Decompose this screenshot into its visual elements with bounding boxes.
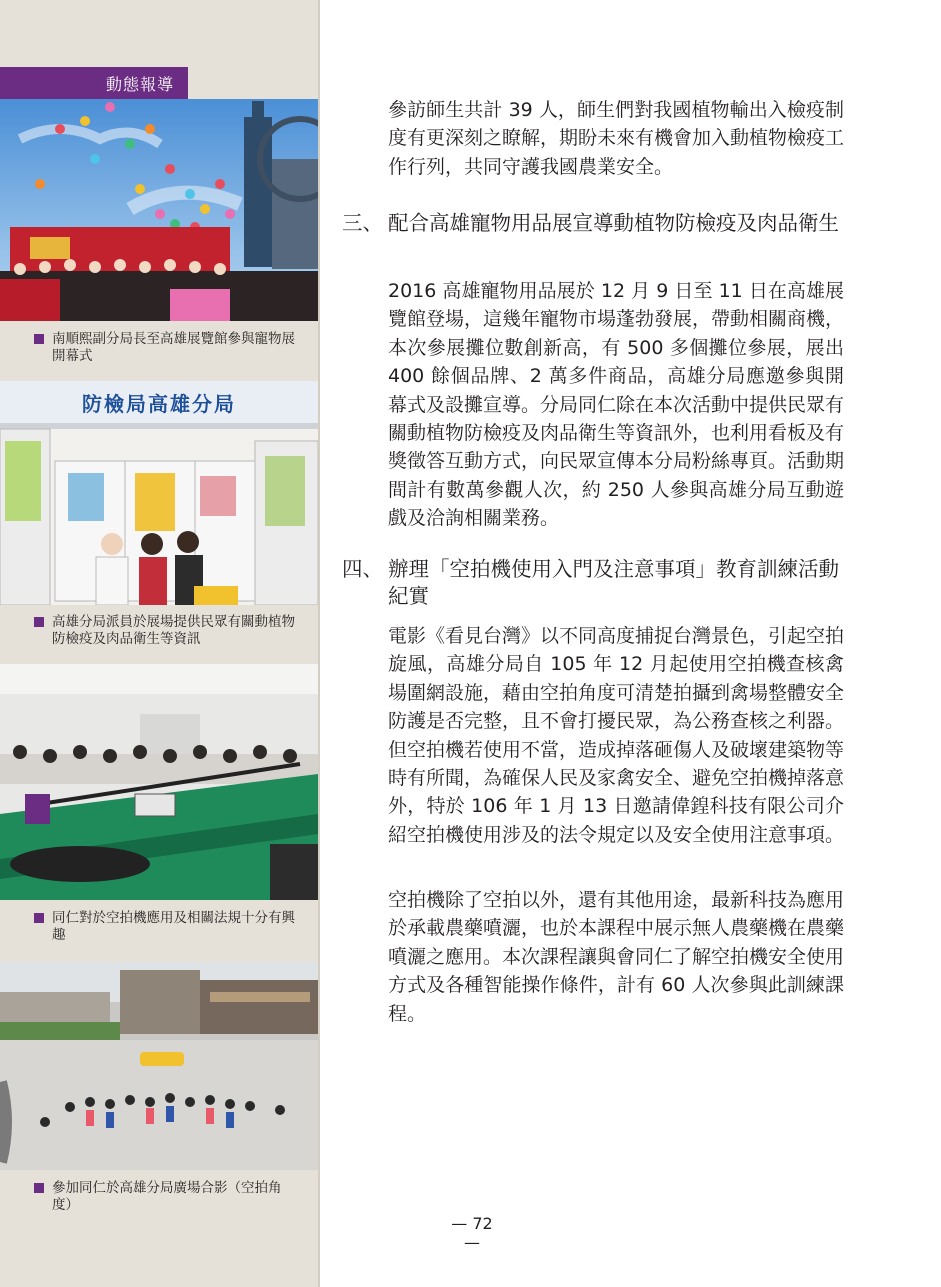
- section-tab: [0, 67, 188, 99]
- intro-paragraph: 參訪師生共計 39 人，師生們對我國植物輸出入檢疫制度有更深刻之瞭解，期盼未來有機會加入動植物檢疫工作行列，共同守護我國農業安全。: [388, 99, 845, 178]
- caption-text: 同仁對於空拍機應用及相關法規十分有興趣: [52, 910, 295, 943]
- photo-group-aerial: [0, 962, 318, 1170]
- page-number: — 72 —: [451, 1214, 493, 1252]
- photo-group-aerial-image: [0, 962, 318, 1170]
- photo-opening-ceremony-image: [0, 99, 318, 321]
- caption-bullet-icon: [34, 913, 44, 923]
- section-3-title: 配合高雄寵物用品展宣導動植物防檢疫及肉品衛生: [388, 211, 839, 235]
- caption-opening-ceremony: [34, 331, 296, 365]
- caption-exhibition-booth: [34, 614, 296, 648]
- sidebar-divider: [318, 0, 320, 1287]
- caption-bullet-icon: [34, 334, 44, 344]
- caption-text: 高雄分局派員於展場提供民眾有關動植物防檢疫及肉品衛生等資訊: [52, 614, 295, 647]
- caption-text: 參加同仁於高雄分局廣場合影（空拍角度）: [52, 1180, 282, 1213]
- booth-banner: [0, 381, 318, 423]
- section-3-heading: [342, 210, 847, 237]
- photo-drone-training-image: [0, 664, 318, 900]
- booth-banner-text: 防檢局高雄分局: [82, 391, 236, 416]
- section-4-number: 四、: [342, 557, 383, 581]
- caption-bullet-icon: [34, 617, 44, 627]
- section-tab-label: 動態報導: [105, 74, 174, 94]
- caption-bullet-icon: [34, 1183, 44, 1193]
- section-4-paragraph-1: 電影《看見台灣》以不同高度捕捉台灣景色，引起空拍旋風，高雄分局自 105 年 12 月起使用空拍機查核禽場圍網設施，藉由空拍角度可清楚拍攝到禽場整體安全防護是否完整，且不會打擾民眾，為公務查核之利器。但空拍機若使用不當，造成掉落砸傷人及破壞建築物等時有所聞，為確保人民及家禽安全、避免空拍機掉落意外，特於 106 年 1 月 13 日邀請偉鍠科技有限公司介紹空拍機使用涉及的法令規定以及安全使用注意事項。: [388, 625, 845, 846]
- photo-drone-training: [0, 664, 318, 900]
- caption-drone-training: [34, 910, 296, 944]
- section-4-heading: [342, 556, 847, 610]
- section-4-title: 辦理「空拍機使用入門及注意事項」教育訓練活動紀實: [388, 557, 839, 608]
- section-3-number: 三、: [342, 211, 383, 235]
- caption-group-aerial: [34, 1180, 296, 1214]
- caption-text: 南順熙副分局長至高雄展覽館參與寵物展開幕式: [52, 331, 295, 364]
- section-4-paragraph-2: 空拍機除了空拍以外，還有其他用途，最新科技為應用於承載農藥噴灑，也於本課程中展示無人農藥機在農藥噴灑之應用。本次課程讓與會同仁了解空拍機安全使用方式及各種智能操作條件，計有 60 人次參與此訓練課程。: [388, 889, 845, 1025]
- section-3-paragraph: 2016 高雄寵物用品展於 12 月 9 日至 11 日在高雄展覽館登場，這幾年寵物市場蓬勃發展，帶動相關商機，本次參展攤位數創新高，有 500 多個攤位參展，展出 400 餘個品牌、2 萬多件商品，高雄分局應邀參與開幕式及設攤宣導。分局同仁除在本次活動中提供民眾有關動植物防檢疫及肉品衛生等資訊外，也利用看板及有獎徵答互動方式，向民眾宣傳本分局粉絲專頁。活動期間計有數萬參觀人次，約 250 人參與高雄分局互動遊戲及洽詢相關業務。: [388, 280, 845, 530]
- photo-opening-ceremony: [0, 99, 318, 321]
